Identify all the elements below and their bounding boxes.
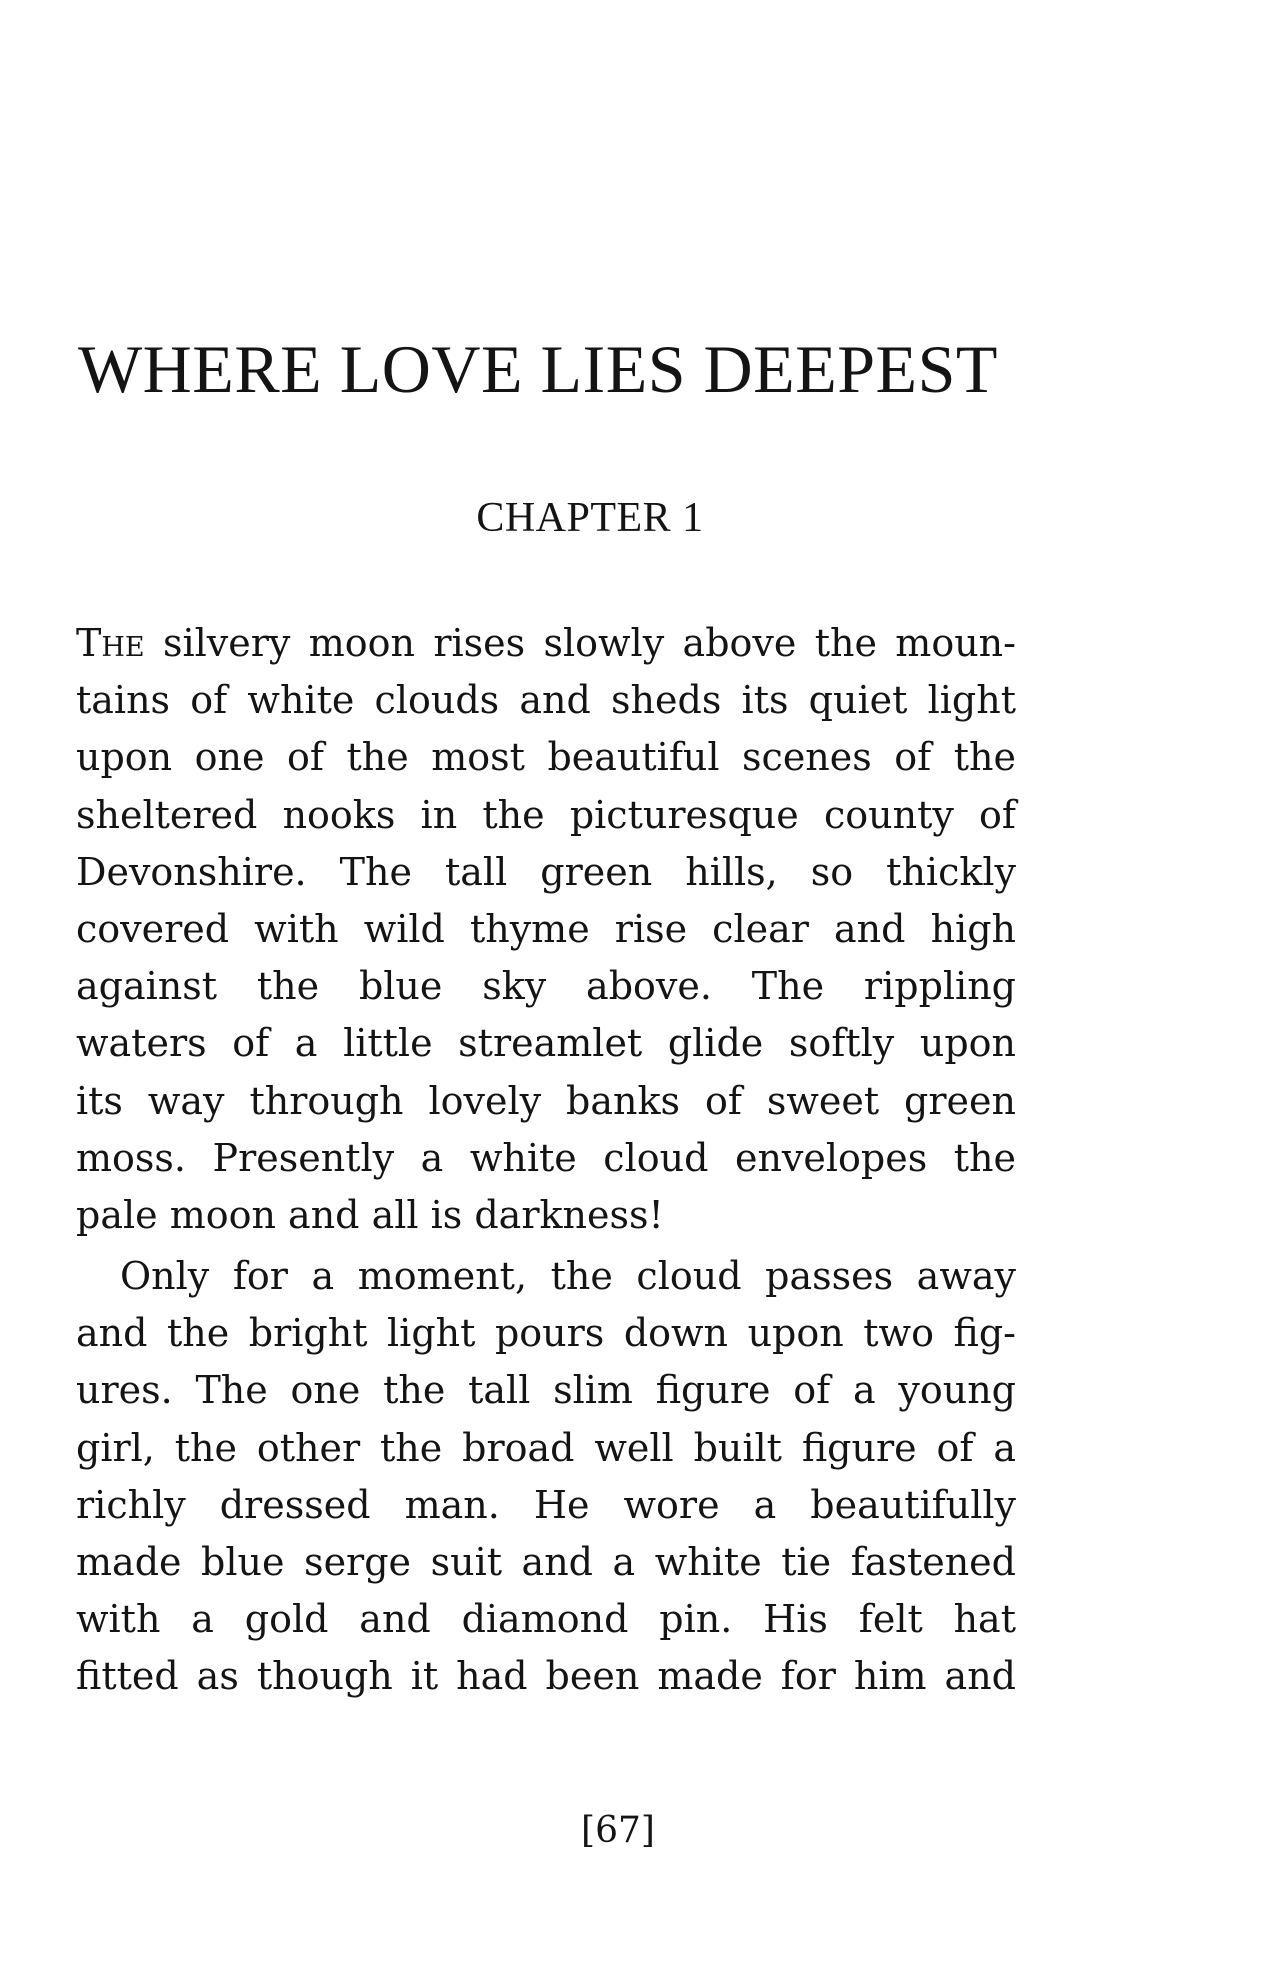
opening-word: The [76, 621, 145, 665]
text-line: pale moon and all is darkness! [76, 1192, 664, 1237]
text-line: and the bright light pours down upon two fig- [76, 1311, 1016, 1356]
text-line: made blue serge suit and a white tie fastened [76, 1540, 1016, 1584]
text-line: Devonshire. The tall green hills, so thickly [76, 849, 1016, 894]
text-line: Only for a moment, the cloud passes away [120, 1254, 1016, 1299]
text-line: girl, the other the broad well built figure of a [76, 1425, 1016, 1470]
text-line: ures. The one the tall slim figure of a young [76, 1368, 1016, 1413]
story-title: WHERE LOVE LIES DEEPEST [78, 331, 998, 407]
text-line: with a gold and diamond pin. His felt hat [76, 1597, 1016, 1642]
text-line: richly dressed man. He wore a beautifully [76, 1482, 1016, 1527]
paragraph-2 [76, 1248, 1016, 1706]
text-line: sheltered nooks in the picturesque county of [76, 792, 1016, 837]
text-line: tains of white clouds and sheds its quiet light [76, 678, 1016, 723]
chapter-heading: CHAPTER 1 [476, 495, 704, 541]
paragraph-1 [76, 615, 1016, 1244]
text-line: its way through lovely banks of sweet green [76, 1078, 1016, 1123]
page-number: [67] [581, 1810, 655, 1851]
body-text [76, 615, 1016, 1706]
text-line: upon one of the most beautiful scenes of the [76, 735, 1016, 780]
text-line: The silvery moon rises slowly above the moun- [76, 621, 1016, 665]
text-line: moss. Presently a white cloud envelopes the [76, 1135, 1016, 1180]
text-line: against the blue sky above. The rippling [76, 964, 1016, 1009]
text-line: covered with wild thyme rise clear and high [76, 906, 1016, 951]
text-line: waters of a little streamlet glide softly upon [76, 1021, 1016, 1066]
text-line: fitted as though it had been made for him and [76, 1654, 1016, 1699]
